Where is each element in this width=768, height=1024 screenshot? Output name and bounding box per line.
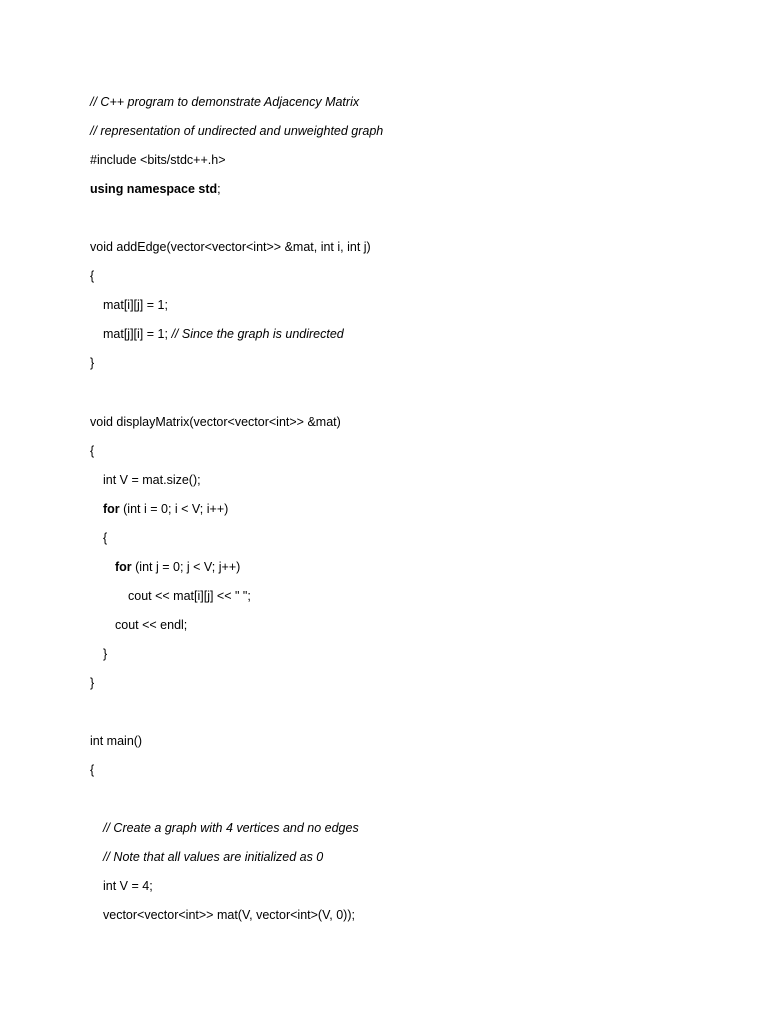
code-comment-line: // Create a graph with 4 vertices and no edges	[103, 821, 359, 836]
code-line-with-comment	[90, 320, 730, 349]
add-edge-signature-line: void addEdge(vector<vector<int>> &mat, int i, int j)	[90, 240, 371, 255]
code-line: int V = 4;	[103, 879, 153, 894]
code-line: int V = mat.size();	[103, 472, 201, 487]
for-loop-line	[90, 553, 730, 582]
code-line: vector<vector<int>> mat(V, vector<int>(V, 0));	[103, 908, 355, 923]
blank-line	[90, 204, 730, 233]
code-line: mat[i][j] = 1;	[103, 298, 168, 313]
open-brace-line: {	[90, 443, 95, 458]
for-keyword: for	[115, 559, 132, 574]
for-loop-header: (int j = 0; j < V; j++)	[131, 559, 241, 574]
display-matrix-signature-line: void displayMatrix(vector<vector<int>> &mat)	[90, 414, 341, 429]
close-brace-line: }	[103, 646, 108, 661]
include-directive-line: #include <bits/stdc++.h>	[90, 153, 226, 168]
code-line: cout << mat[i][j] << " ";	[128, 588, 251, 603]
code-comment-line: // C++ program to demonstrate Adjacency Matrix	[90, 95, 360, 109]
for-loop-line	[90, 495, 730, 524]
open-brace-line: {	[90, 269, 95, 284]
code-line: cout << endl;	[115, 617, 188, 632]
open-brace-line: {	[103, 530, 108, 545]
code-comment-line: // Note that all values are initialized as 0	[103, 850, 324, 865]
main-signature-line: int main()	[90, 734, 143, 749]
using-namespace-keyword: using namespace std	[90, 182, 218, 197]
inline-comment: // Since the graph is undirected	[171, 327, 344, 342]
code-listing	[90, 88, 730, 930]
code-comment-line: // representation of undirected and unweighted graph	[90, 124, 384, 139]
for-keyword: for	[103, 501, 120, 516]
close-brace-line: }	[90, 356, 95, 371]
open-brace-line: {	[90, 763, 95, 778]
code-statement: mat[j][i] = 1;	[103, 327, 172, 342]
blank-line	[90, 785, 730, 814]
blank-line	[90, 698, 730, 727]
close-brace-line: }	[90, 675, 95, 690]
for-loop-header: (int i = 0; i < V; i++)	[119, 501, 229, 516]
semicolon: ;	[217, 182, 221, 197]
blank-line	[90, 378, 730, 407]
using-namespace-line	[90, 175, 730, 204]
